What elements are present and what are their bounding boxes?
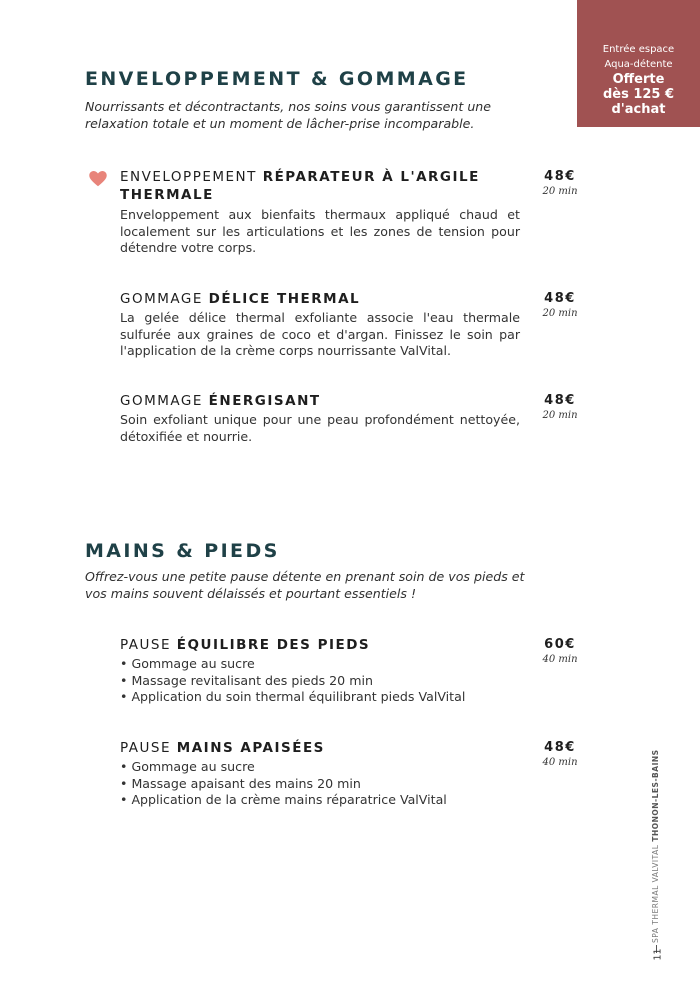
price: 60€ [544,637,576,652]
price-block [535,392,585,422]
treatment-name-plain: PAUSE [120,637,177,653]
treatment-steps [120,759,580,809]
treatment-name-plain: ENVELOPPEMENT [120,169,263,185]
duration: 40 min [542,757,578,768]
list-item: • Massage apaisant des mains 20 min [120,776,580,793]
price: 48€ [544,740,576,755]
treatment-name-plain: PAUSE [120,740,177,756]
side-footer-text [651,749,660,943]
list-item: • Application du soin thermal équilibrant pieds ValVital [120,689,580,706]
price-block [535,168,585,198]
treatment-name-bold: MAINS APAISÉES [176,740,325,756]
heart-icon [89,171,107,187]
treatment-name-bold: ÉNERGISANT [208,393,321,409]
treatment-gommage-delice [120,290,580,360]
badge-line-3: Offerte [612,72,665,87]
treatment-pause-mains-apaisees [120,739,580,809]
price: 48€ [544,169,576,184]
price-block [535,739,585,769]
section-subtitle-mains-pieds: Offrez-vous une petite pause détente en prenant soin de vos pieds et vos mains souvent délaissés et pourtant essentiels ! [85,569,525,601]
treatment-steps [120,656,580,706]
price-block [535,290,585,320]
side-footer-light: SPA THERMAL VALVITAL [651,841,660,943]
treatment-enveloppement-reparateur [120,168,580,257]
section-subtitle-enveloppement: Nourrissants et décontractants, nos soins vous garantissent une relaxation totale et un moment de lâcher-prise incomparable. [85,99,492,131]
duration: 20 min [542,410,578,421]
treatment-name-plain: GOMMAGE [120,291,209,307]
price: 48€ [544,291,576,306]
section-title-mains-pieds: MAINS & PIEDS [85,540,280,562]
list-item: • Massage revitalisant des pieds 20 min [120,673,580,690]
treatment-pause-equilibre-pieds [120,636,580,706]
treatment-name [120,636,520,654]
duration: 20 min [542,186,578,197]
treatment-description: La gelée délice thermal exfoliante associe l'eau thermale sulfurée aux graines de coco et d'argan. Finissez le soin par l'application de la crème corps nourrissante ValVital. [120,310,520,358]
list-item: • Gommage au sucre [120,656,580,673]
treatment-name [120,739,520,757]
badge-line-5: d'achat [611,102,666,117]
treatment-name [120,168,520,204]
treatment-name [120,290,520,308]
offer-badge [577,0,700,127]
duration: 40 min [542,654,578,665]
duration: 20 min [542,308,578,319]
badge-line-2: Aqua-détente [604,59,673,70]
treatment-description: Soin exfoliant unique pour une peau profondément nettoyée, détoxifiée et nourrie. [120,412,520,444]
treatment-name-bold: DÉLICE THERMAL [208,291,361,307]
list-item: • Application de la crème mains réparatrice ValVital [120,792,580,809]
treatment-description: Enveloppement aux bienfaits thermaux appliqué chaud et localement sur les articulations et les zones de tension pour détendre votre corps. [120,207,520,255]
treatment-name-bold: ÉQUILIBRE DES PIEDS [176,637,371,653]
price-block [535,636,585,666]
treatment-name-plain: GOMMAGE [120,393,209,409]
side-footer-bold: THONON-LES-BAINS [651,749,660,842]
price: 48€ [544,393,576,408]
page-number: 11 [652,948,664,961]
list-item: • Gommage au sucre [120,759,580,776]
badge-line-1: Entrée espace [602,44,675,55]
treatment-name-bold: RÉPARATEUR À L'ARGILE THERMALE [120,169,480,203]
treatment-name [120,392,520,410]
section-title-enveloppement: ENVELOPPEMENT & GOMMAGE [85,68,469,90]
badge-line-4: dès 125 € [602,87,675,102]
treatment-gommage-energisant [120,392,580,445]
